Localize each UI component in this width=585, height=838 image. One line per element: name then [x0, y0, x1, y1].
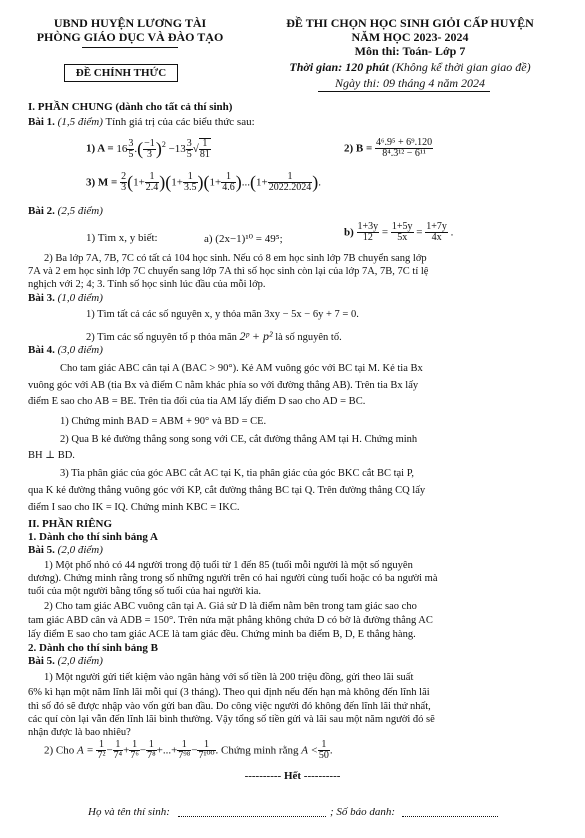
bai4-3-line2: qua K kẻ đường thẳng vuông góc với KP, cắt đường thẳng BC tại Q. Trên đường thẳng CQ lấy	[28, 485, 426, 496]
dept-name-line1: UBND HUYỆN LƯƠNG TÀI	[53, 16, 207, 30]
exam-title: ĐỀ THI CHỌN HỌC SINH GIỎI CẤP HUYỆN	[286, 16, 534, 30]
bai4-title: Bài 4.	[28, 344, 55, 356]
time-note: (Không kể thời gian giao đề)	[391, 60, 531, 74]
bai5a-points: (2,0 điểm)	[57, 544, 103, 556]
footer-name-label: Họ và tên thí sinh:	[88, 806, 170, 818]
bai2-2-line2: 7A và 2 em học sinh lớp 7C chuyển sang lớp 7A thì số học sinh còn lại của lớp 7A, 7B, 7C tỉ lệ	[28, 266, 429, 277]
date-underline	[318, 91, 490, 92]
bai5b-2-mid: . Chứng minh rằng	[215, 744, 299, 757]
bai5a-2-line2: tam giác ABD cân và ADB = 150°. Trên nửa mặt phẳng không chứa D có bờ là đường thẳng AC	[28, 615, 433, 626]
bai2-2-line1: 2) Ba lớp 7A, 7B, 7C có tất cả 104 học sinh. Nếu có 8 em học sinh lớp 7B chuyển sang lớp	[44, 253, 427, 264]
formula-m-label: 3) M =	[86, 176, 118, 189]
bai4-1: 1) Chứng minh BAD = ABM + 90° và BD = CE.	[60, 416, 267, 427]
time-label: Thời gian: 120 phút	[289, 60, 389, 74]
bai1-formula-a: 1) A = 16 $\frac{3}{5}$ .( $\frac{-1}{3}$ )$^2$ −13 $\frac{3}{5}$ √ $\frac{1}{81}$	[86, 137, 210, 160]
official-label: ĐỀ CHÍNH THỨC	[75, 67, 167, 79]
bai2-title: Bài 2.	[28, 205, 55, 217]
bai5a-2-line1: 2) Cho tam giác ABC vuông cân tại A. Giả sử D là điểm nằm bên trong tam giác sao cho	[44, 601, 417, 612]
bai2-1b-label: b)	[344, 226, 354, 239]
time-line	[250, 60, 570, 75]
bai5b-heading	[28, 655, 103, 667]
part2-heading: II. PHẦN RIÊNG	[28, 518, 113, 530]
bai5b-title: Bài 5.	[28, 655, 55, 667]
bai1-heading	[28, 116, 255, 128]
bai5b-1-line3: thì số đó sẽ được nhập vào vốn gửi ban đầu. Do công việc người đó không đến lĩnh lãi thứ nhất,	[28, 701, 431, 712]
footer-sbd-label: ; Số báo danh:	[330, 806, 396, 818]
bai5b-points: (2,0 điểm)	[57, 655, 103, 667]
bai3-title: Bài 3.	[28, 292, 55, 304]
bai3-2-c: là số nguyên tố.	[275, 332, 342, 343]
bai2-1b: b) $\frac{1+3y}{12}$ = $\frac{1+5y}{5x}$ = $\frac{1+7y}{4x}$ .	[344, 221, 454, 243]
group-a-heading: 1. Dành cho thí sinh bảng A	[28, 531, 158, 543]
subject: Môn thi: Toán- Lớp 7	[354, 44, 466, 58]
bai1-formula-b: 2) B = $\frac{\text{4⁶.9⁵ + 6⁹.120}}{\text{8⁴.3¹² − 6¹¹}}$	[344, 137, 433, 159]
bai5b-2: 2) Cho A = $\frac{1}{\text{7²}}$ − $\frac{1}{\text{7⁴}}$ + $\frac{1}{\text{7⁶}}$ − $\frac{1}{\text{7⁸}}$ +...+ $\frac{1}{\text{7⁹⁸}}$ − $\frac{1}{\text{7¹⁰⁰}}$ . Chứng minh rằng A < $\frac{1}{50}$ .	[44, 739, 333, 761]
bai3-2	[86, 330, 342, 344]
bai2-1-label: 1) Tìm x, y biết:	[86, 232, 158, 244]
official-box	[64, 64, 178, 82]
bai4-points: (3,0 điểm)	[57, 344, 103, 356]
bai5b-1-line2: 6% kì hạn một năm lĩnh lãi mỗi quí (3 tháng). Theo qui định nếu đến hạn mà không đến lĩnh lãi	[28, 687, 430, 698]
bai3-1: 1) Tìm tất cả các số nguyên x, y thỏa mãn 3xy − 5x − 6y + 7 = 0.	[86, 309, 359, 320]
bai4-line3: điểm E sao cho AB = BE. Trên tia đối của tia AM lấy điểm D sao cho AD = BC.	[28, 396, 366, 407]
group-b-heading: 2. Dành cho thí sinh bảng B	[28, 642, 158, 654]
bai1-points: (1,5 điểm)	[57, 116, 103, 128]
header-underline	[82, 47, 178, 48]
bai2-points: (2,5 điểm)	[57, 205, 103, 217]
bai4-line2: vuông góc với AB (tia Bx và điểm C nằm khác phía so với đường thẳng AB). Trên tia Bx lấy	[28, 380, 419, 391]
bai5a-1-line3: tuổi của một người bằng tổng số tuổi của hai người kia.	[28, 586, 262, 597]
bai4-2-line2: BH ⊥ BD.	[28, 450, 75, 461]
bai5b-1-line1: 1) Một người gửi tiết kiệm vào ngân hàng với số tiền là 200 triệu đồng, gửi theo lãi suất	[44, 672, 414, 683]
bai4-2-line1: 2) Qua B kẻ đường thẳng song song với CE, cắt đường thẳng AM tại H. Chứng minh	[60, 434, 418, 445]
bai5a-1-line1: 1) Một phố nhỏ có 44 người trong độ tuổi từ 1 đến 85 (tuổi mỗi người là một số nguyên	[44, 560, 413, 571]
bai3-points: (1,0 điểm)	[57, 292, 103, 304]
bai5b-1-line4: các quí còn lại vẫn đến lĩnh lãi bình thường. Vậy tổng số tiền gửi và lãi sau một năm người đó sẽ	[28, 714, 435, 725]
bai4-heading	[28, 344, 103, 356]
bai5a-1-line2: dương). Chứng minh rằng trong số những người trên có hai người cùng tuổi hoặc có ba người mà	[28, 573, 438, 584]
bai3-2-a: 2) Tìm các số nguyên tố p thỏa mãn	[86, 332, 237, 343]
bai2-1a: a) (2x−1)¹⁰ = 49⁵;	[204, 233, 283, 245]
bai4-line1: Cho tam giác ABC cân tại A (BAC > 90°). Kẻ AM vuông góc với BC tại M. Kẻ tia Bx	[60, 363, 423, 374]
part1-heading: I. PHẦN CHUNG (dành cho tất cả thí sinh)	[28, 101, 233, 113]
footer-sbd-field	[402, 816, 498, 817]
bai5b-1-line5: nhận được là bao nhiêu?	[28, 727, 131, 738]
formula-b-label: 2) B =	[344, 142, 373, 155]
bai3-2-b: 2ᵖ + p²	[239, 329, 273, 343]
bai4-3-line3: điểm I sao cho IK = IQ. Chứng minh KBC = IKC.	[28, 502, 240, 513]
bai1-text: Tính giá trị của các biểu thức sau:	[105, 116, 255, 128]
bai5a-title: Bài 5.	[28, 544, 55, 556]
bai4-3-line1: 3) Tia phân giác của góc ABC cắt AC tại K, tia phân giác của góc BKC cắt BC tại P,	[60, 468, 415, 479]
formula-a-label: 1) A =	[86, 142, 114, 155]
bai3-heading	[28, 292, 103, 304]
exam-date: Ngày thi: 09 tháng 4 năm 2024	[335, 76, 485, 90]
end-marker: ---------- Hết ----------	[244, 770, 341, 782]
dept-name-line2: PHÒNG GIÁO DỤC VÀ ĐÀO TẠO	[36, 30, 224, 44]
bai2-heading	[28, 205, 103, 217]
school-year: NĂM HỌC 2023- 2024	[351, 30, 469, 44]
bai2-2-line3: nghịch với 2; 4; 3. Tính số học sinh lúc đầu của mỗi lớp.	[28, 279, 266, 290]
bai5b-2-label: 2) Cho	[44, 744, 75, 757]
bai1-title: Bài 1.	[28, 116, 55, 128]
bai5a-2-line3: lấy điểm E sao cho tam giác ACE là tam giác đều. Chứng minh ba điểm B, D, E thẳng hàng.	[28, 629, 416, 640]
footer-name-field	[178, 816, 326, 817]
bai1-formula-m: 3) M = $\frac{2}{3}$ (1+ $\frac{1}{2.4}$ )(1+ $\frac{1}{3.5}$ )(1+ $\frac{1}{4.6}$ )...(1+ $\frac{1}{2022.2024}$ ).	[86, 171, 321, 193]
bai5a-heading	[28, 544, 103, 556]
